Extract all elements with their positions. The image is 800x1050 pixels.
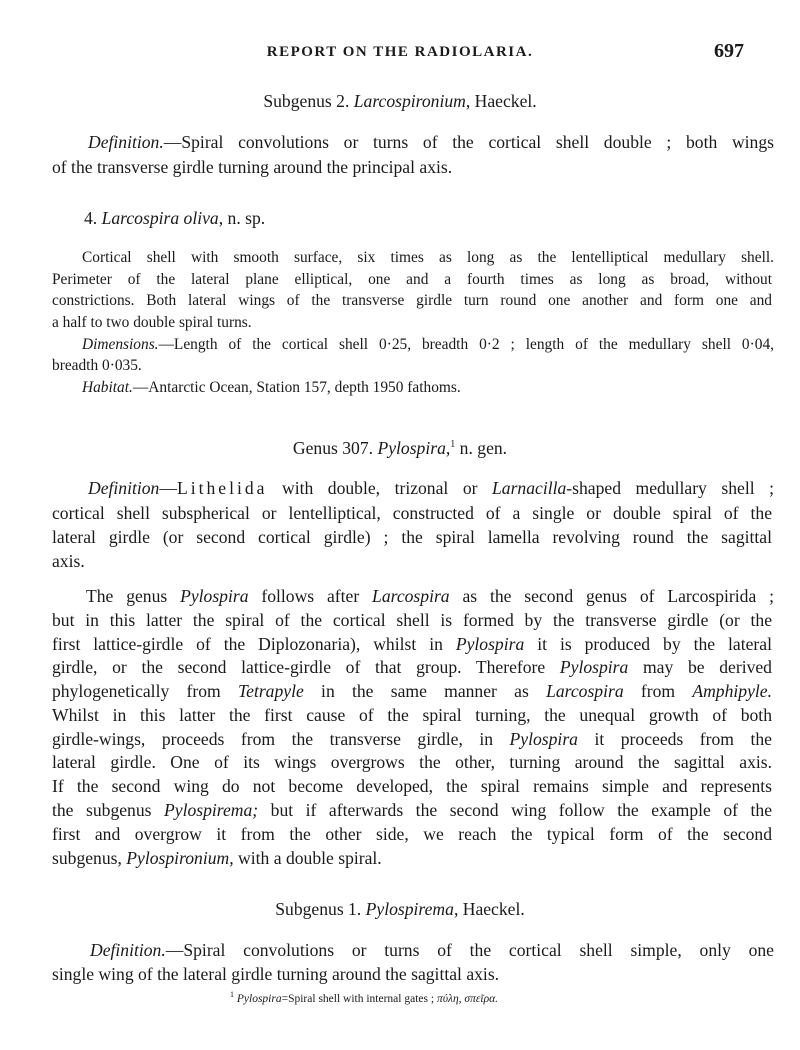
dimensions-line-1: Dimensions.—Length of the cortical shell 0·25, breadth 0·2 ; length of the medullary shell 0·04,: [82, 336, 774, 353]
genus-307-definition-line-1: Definition—Lithelida with double, trizonal or Larnacilla-shaped medullary shell ;: [88, 478, 774, 498]
body-line-6: Whilst in this latter the first cause of the spiral turning, the unequal growth of both: [52, 705, 772, 725]
body-line-12: subgenus, Pylospironium, with a double spiral.: [52, 848, 382, 868]
body-line-3: first lattice-girdle of the Diplozonaria), whilst in Pylospira it is produced by the lateral: [52, 634, 772, 654]
genus-307-heading: Genus 307. Pylospira,$^1$ n. gen.: [292, 437, 508, 458]
subgenus-1-definition-line-2: single wing of the lateral girdle turning around the sagittal axis.: [52, 964, 500, 984]
body-line-1: The genus Pylospira follows after Larcospira as the second genus of Larcospirida ;: [86, 586, 774, 606]
species-description-line-1: Cortical shell with smooth surface, six times as long as the lentelliptical medullary shell.: [82, 249, 774, 266]
subgenus-2-heading: Subgenus 2. Larcospironium, Haeckel.: [263, 91, 537, 111]
running-header: REPORT ON THE RADIOLARIA.: [266, 44, 534, 60]
body-line-11: first and overgrow it from the other side, we reach the typical form of the second: [52, 824, 772, 844]
body-line-7: girdle-wings, proceeds from the transverse girdle, in Pylospira it proceeds from the: [52, 729, 772, 749]
body-line-8: lateral girdle. One of its wings overgrows the other, turning around the sagittal axis.: [52, 752, 772, 772]
species-description-line-2: Perimeter of the lateral plane elliptical, one and a fourth times as long as broad, without: [52, 271, 772, 288]
subgenus-1-definition-line-1: Definition.—Spiral convolutions or turns of the cortical shell simple, only one: [90, 940, 774, 960]
subgenus-2-definition-line-2: of the transverse girdle turning around the principal axis.: [52, 157, 453, 177]
habitat-line: Habitat.—Antarctic Ocean, Station 157, depth 1950 fathoms.: [82, 379, 461, 396]
genus-307-definition-line-4: axis.: [52, 551, 85, 571]
species-description-line-4: a half to two double spiral turns.: [52, 314, 252, 331]
footnote: $^1$ Pylospira=Spiral shell with internal gates ; πύλη, σπεῖρα.: [230, 990, 499, 1005]
species-description-line-3: constrictions. Both lateral wings of the transverse girdle turn round one another and form one and: [52, 292, 772, 309]
body-line-2: but in this latter the spiral of the cortical shell is formed by the transverse girdle (or the: [52, 610, 772, 630]
body-line-9: If the second wing do not become developed, the spiral remains simple and represents: [52, 776, 772, 796]
dimensions-line-2: breadth 0·035.: [52, 357, 142, 374]
genus-307-definition-line-2: cortical shell subspherical or lentelliptical, constructed of a single or double spiral of the: [52, 503, 772, 523]
body-line-10: the subgenus Pylospirema; but if afterwards the second wing follow the example of the: [52, 800, 772, 820]
subgenus-2-definition-line-1: Definition.—Spiral convolutions or turns of the cortical shell double ; both wings: [88, 132, 774, 152]
species-heading: 4. Larcospira oliva, n. sp.: [84, 208, 266, 228]
subgenus-1-heading: Subgenus 1. Pylospirema, Haeckel.: [275, 899, 525, 919]
body-line-5: phylogenetically from Tetrapyle in the same manner as Larcospira from Amphipyle.: [52, 681, 772, 701]
genus-307-definition-line-3: lateral girdle (or second cortical girdle) ; the spiral lamella revolving round the sagittal: [52, 527, 772, 547]
body-line-4: girdle, or the second lattice-girdle of that group. Therefore Pylospira may be derived: [52, 657, 772, 677]
page-number: 697: [714, 40, 744, 62]
